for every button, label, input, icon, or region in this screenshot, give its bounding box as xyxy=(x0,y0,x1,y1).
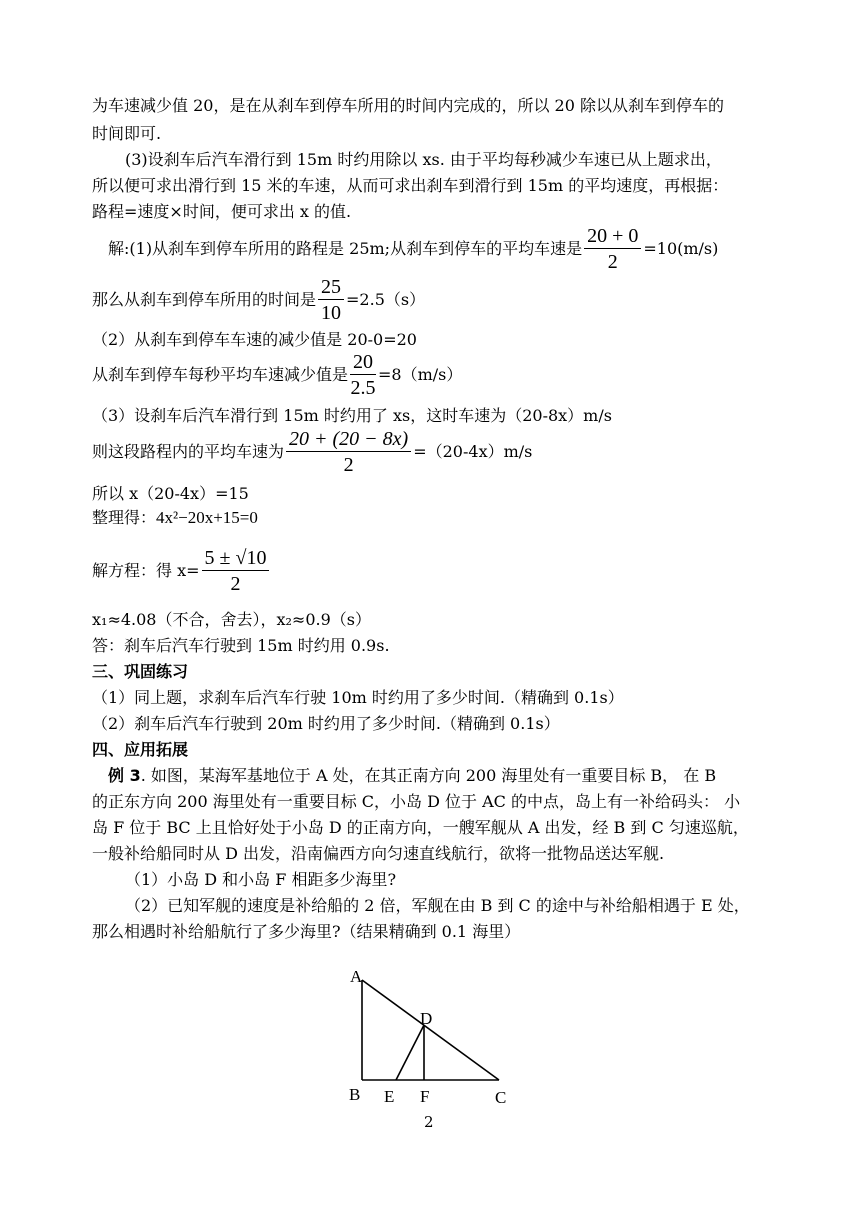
segment-DE xyxy=(396,1025,424,1080)
solution-line-9 xyxy=(92,546,271,597)
solution-line-2 xyxy=(92,275,425,326)
fraction xyxy=(286,427,411,478)
fraction-denominator: 2 xyxy=(607,251,618,273)
fraction xyxy=(202,546,270,597)
solution-text: =8（m/s） xyxy=(378,365,463,384)
fraction xyxy=(318,275,344,326)
solution-text: =10(m/s) xyxy=(643,239,719,258)
solution-line-7: 所以 x（20-4x）=15 xyxy=(92,484,249,503)
example-line: 岛 F 位于 BC 上且恰好处于小岛 D 的正南方向，一艘军舰从 A 出发，经 B 到 C 匀速巡航， xyxy=(92,818,749,837)
paragraph-line: 时间即可. xyxy=(92,124,162,143)
question-line: 那么相遇时补给船航行了多少海里?（结果精确到 0.1 海里） xyxy=(92,922,521,941)
section-heading: 三、巩固练习 xyxy=(92,662,189,681)
equation: 4x²−20x+15=0 xyxy=(156,508,258,527)
question-line: （1）小岛 D 和小岛 F 相距多少海里? xyxy=(125,870,397,889)
fraction-numerator: 25 xyxy=(318,275,344,300)
fraction-numerator: 20 xyxy=(350,350,376,375)
solution-line-5: （3）设刹车后汽车滑行到 15m 时约用了 xs，这时车速为（20-8x）m/s xyxy=(92,406,612,425)
section-heading: 四、应用拓展 xyxy=(92,740,189,759)
fraction xyxy=(584,224,641,275)
fraction xyxy=(350,350,376,401)
example-line xyxy=(108,765,716,787)
solution-line-8 xyxy=(92,507,258,529)
solution-line-11: 答：刹车后汽车行驶到 15m 时约用 0.9s. xyxy=(92,636,390,655)
solution-text: 解方程：得 x= xyxy=(92,561,200,580)
fraction-denominator: 2 xyxy=(343,454,354,476)
page-number: 2 xyxy=(424,1113,434,1131)
solution-text: =2.5（s） xyxy=(346,290,426,309)
paragraph-line: 路程=速度×时间，便可求出 x 的值. xyxy=(92,202,352,221)
triangle-figure xyxy=(340,960,520,1110)
solution-line-6 xyxy=(92,427,532,478)
fraction-numerator: 20 + (20 − 8x) xyxy=(286,427,411,452)
point-label-A: A xyxy=(350,967,363,986)
fraction-numerator: 5 ± √10 xyxy=(202,546,270,571)
point-label-B: B xyxy=(349,1085,361,1104)
point-label-E: E xyxy=(384,1087,395,1106)
solution-line-3: （2）从刹车到停车车速的减少值是 20-0=20 xyxy=(92,330,417,349)
solution-line-1 xyxy=(108,224,718,275)
paragraph-line: 为车速减少值 20，是在从刹车到停车所用的时间内完成的，所以 20 除以从刹车到停车的 xyxy=(92,96,724,115)
point-label-D: D xyxy=(420,1009,433,1028)
segment-AC xyxy=(362,980,499,1080)
example-line: 的正东方向 200 海里处有一重要目标 C，小岛 D 位于 AC 的中点，岛上有一补给码头： 小 xyxy=(92,792,741,811)
fraction-numerator: 20 + 0 xyxy=(584,224,641,249)
solution-text: 从刹车到停车每秒平均车速减少值是 xyxy=(92,365,349,384)
solution-text: 整理得： xyxy=(92,508,157,527)
paragraph-line: 所以便可求出滑行到 15 米的车速，从而可求出刹车到滑行到 15m 的平均速度，再根据： xyxy=(92,176,729,195)
question-line: （2）已知军舰的速度是补给船的 2 倍，军舰在由 B 到 C 的途中与补给船相遇于 E 处， xyxy=(125,896,750,915)
example-line: 一般补给船同时从 D 出发，沿南偏西方向匀速直线航行，欲将一批物品送达军舰. xyxy=(92,844,665,863)
example-label: 例 3 xyxy=(108,766,141,785)
fraction-denominator: 2 xyxy=(230,573,241,595)
solution-text: 解:(1)从刹车到停车所用的路程是 25m;从刹车到停车的平均车速是 xyxy=(108,239,583,258)
fraction-denominator: 10 xyxy=(321,302,342,324)
solution-text: 那么从刹车到停车所用的时间是 xyxy=(92,290,317,309)
exercise-item: （1）同上题，求刹车后汽车行驶 10m 时约用了多少时间.（精确到 0.1s） xyxy=(92,688,624,707)
point-label-C: C xyxy=(495,1088,507,1107)
solution-text: 则这段路程内的平均车速为 xyxy=(92,442,285,461)
point-label-F: F xyxy=(420,1087,430,1106)
solution-text: =（20-4x）m/s xyxy=(413,442,533,461)
fraction-denominator: 2.5 xyxy=(350,377,376,399)
solution-line-10: x₁≈4.08（不合，舍去），x₂≈0.9（s） xyxy=(92,610,371,629)
example-text: . 如图，某海军基地位于 A 处，在其正南方向 200 海里处有一重要目标 B， 在 B xyxy=(140,766,717,785)
exercise-item: （2）刹车后汽车行驶到 20m 时约用了多少时间.（精确到 0.1s） xyxy=(92,714,560,733)
solution-line-4 xyxy=(92,350,462,401)
paragraph-line: (3)设刹车后汽车滑行到 15m 时约用除以 xs. 由于平均每秒减少车速已从上题求出， xyxy=(125,150,722,169)
